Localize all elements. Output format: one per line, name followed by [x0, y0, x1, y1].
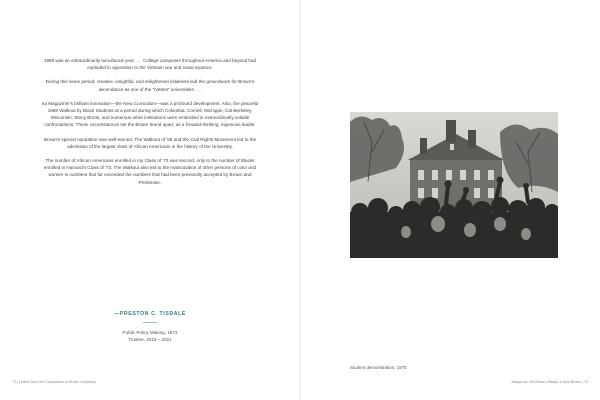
attribution-line-2: Trustee, 2015 – 2021: [128, 336, 172, 342]
quote-paragraph-5: The number of African Americans enrolled in my Class of '73 was second, only to the number of Blacks enrolled in Harvard's Class of '73. The Walkout also led to the matriculation of other persons of color and women in numbers that far exceeded the numbers that had been previously accepted by Brown and Pembroke.: [43, 158, 257, 185]
attribution-name: —PRESTON C. TISDALE: [114, 311, 186, 317]
left-page-footer: 72 | Letters from the Corporation of Brown University: [12, 380, 96, 384]
photo-caption: Student demonstration, 1970: [350, 365, 407, 370]
right-page-footer: Always an Old Brown, Always a New Brown | 73: [511, 380, 588, 384]
quote-block: [40, 57, 260, 193]
attribution: [40, 311, 260, 343]
quote-paragraph-2: During this same period, creative, insightful, and enlightened initiatives laid the groundwork for Brown's ascendance as one of the "hottest" universities . . .: [45, 79, 255, 92]
attribution-line-1: Public Policy Making, 1973: [122, 329, 178, 335]
quote-paragraph-1: 1968 was an extraordinarily tumultuous year . . . College campuses throughout America and beyond had exploded in opposition to the Vietnam war and racial injustice.: [43, 58, 257, 71]
attribution-divider: [143, 322, 157, 323]
quote-paragraph-3: Ira Magaziner's brilliant innovation—the New Curriculum—was a profound development. Also, the peaceful 1968 Walkout by Black Students at a period during which Columbia, Cornell, Michigan, Cal-Berkeley, Wisconsin, Stony Brook, and numerous other institutions were embroiled in extraordinarily volatile confrontations. These circumstances set the Brown brand apart, as a forward-thinking, ingenious leader.: [41, 100, 259, 128]
photo-image: [350, 112, 558, 258]
student-demonstration-photo: [350, 112, 558, 258]
quote-paragraph-4: Brown's special reputation was well-earned. The Walkout of '68 and the Civil Rights Movement led to the admission of the largest class of African Americans in the history of the University.: [43, 136, 257, 149]
